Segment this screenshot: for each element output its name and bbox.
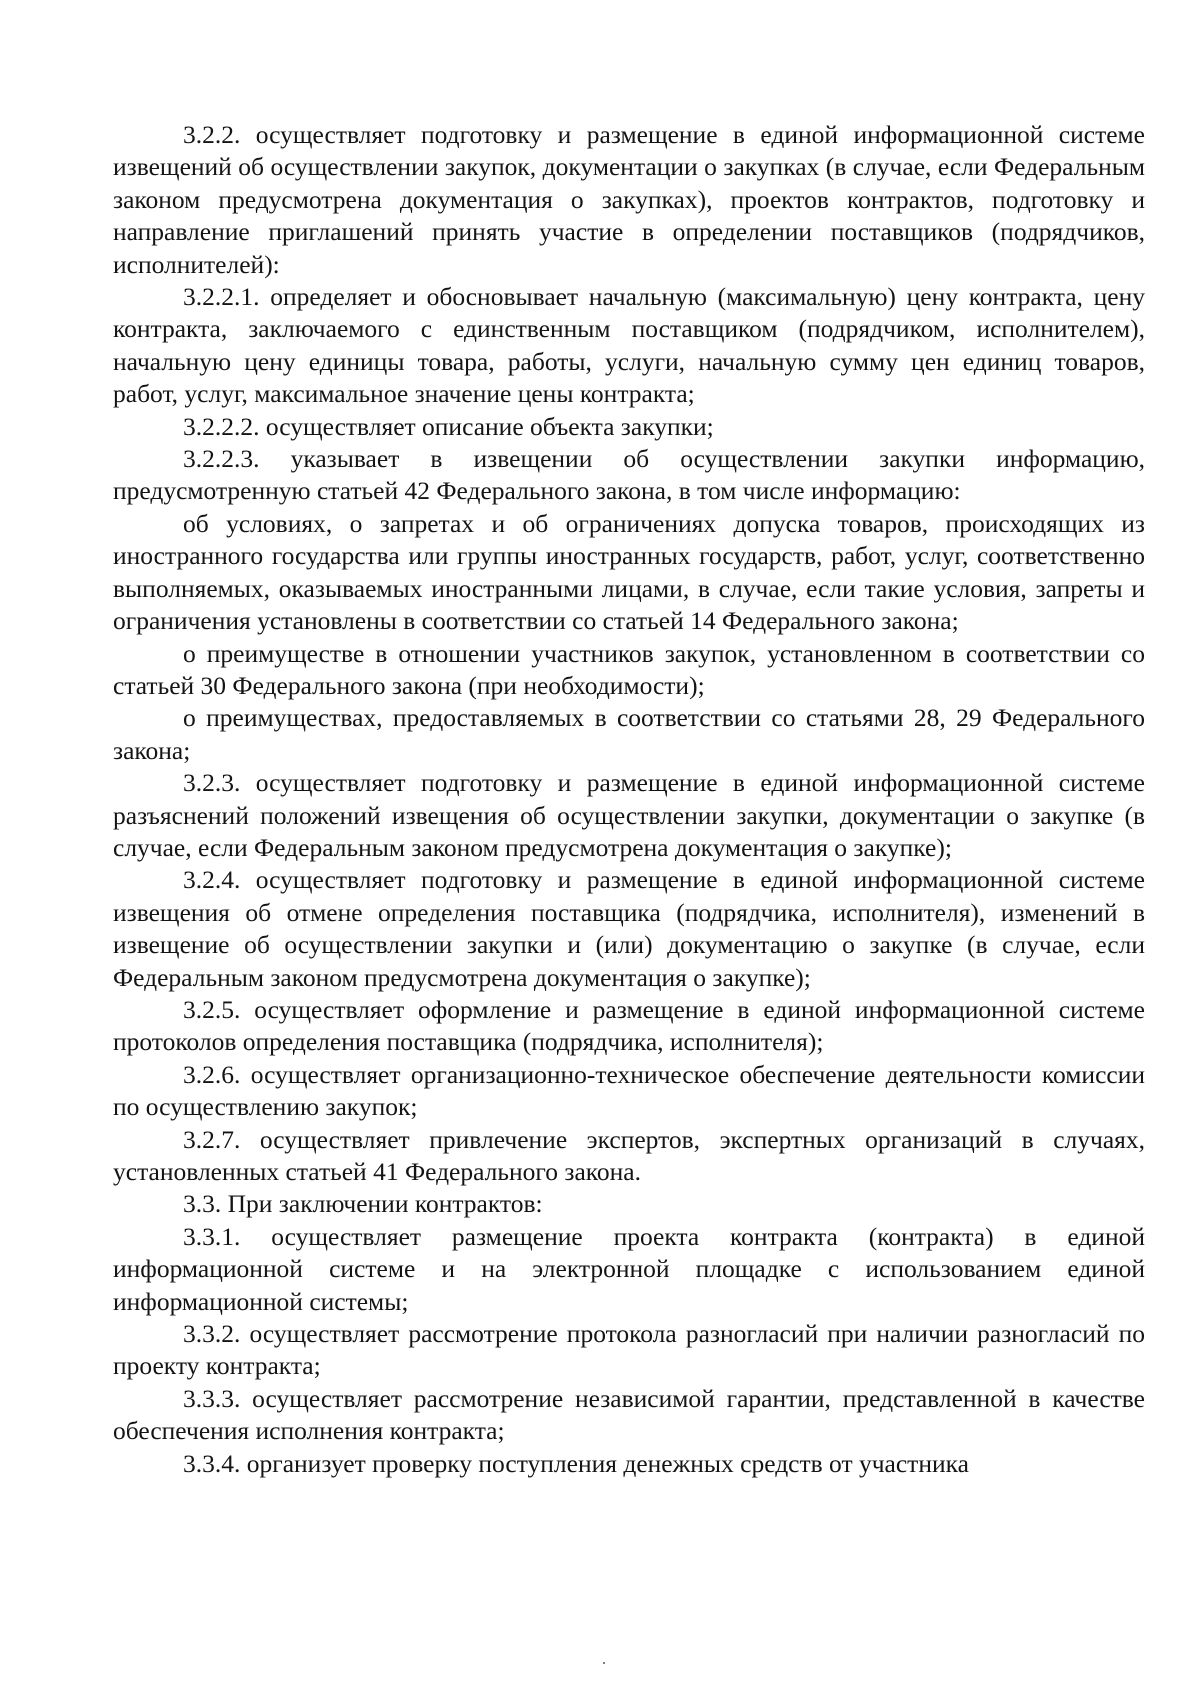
paragraph-3-2-6: 3.2.6. осуществляет организационно-техническое обеспечение деятельности комиссии по осуществлению закупок; <box>113 1059 1145 1122</box>
paragraph-3-3-2: 3.3.2. осуществляет рассмотрение протокола разногласий при наличии разногласий по проекту контракта; <box>113 1319 1145 1381</box>
paragraph-3-2-5: 3.2.5. осуществляет оформление и размещение в единой информационной системе протоколов определения поставщика (подрядчика, исполнителя); <box>113 994 1145 1057</box>
paragraph-3-2-2-1: 3.2.2.1. определяет и обосновывает начальную (максимальную) цену контракта, цену контракта, заключаемого с единственным поставщиком (подрядчиком, исполнителем), начальную цену единицы товара, работы, услуги, начальную сумму цен единиц товаров, работ, услуг, максимальное значение цены контракта; <box>113 282 1145 409</box>
paragraph-3-3: 3.3. При заключении контрактов: <box>183 1189 543 1219</box>
paragraph-3-2-2: 3.2.2. осуществляет подготовку и размещение в единой информационной системе извещений об осуществлении закупок, документации о закупках (в случае, если Федеральным законом предусмотрена документация о закупках), проектов контрактов, подготовку и направление приглашений принять участие в определении поставщиков (подрядчиков, исполнителей): <box>113 120 1145 279</box>
paragraph-3-2-2-2: 3.2.2.2. осуществляет описание объекта закупки; <box>183 411 714 441</box>
paragraph-3-2-4: 3.2.4. осуществляет подготовку и размещение в единой информационной системе извещения об отмене определения поставщика (подрядчика, исполнителя), изменений в извещение об осуществлении закупки и (или) документацию о закупке (в случае, если Федеральным законом предусмотрена документация о закупке); <box>113 865 1145 992</box>
document-body <box>113 119 1145 1480</box>
paragraph-advantage: о преимуществе в отношении участников закупок, установленном в соответствии со статьей 30 Федерального закона (при необходимости); <box>113 638 1145 700</box>
paragraph-3-2-2-3: 3.2.2.3. указывает в извещении об осуществлении закупки информацию, предусмотренную статьей 42 Федерального закона, в том числе информацию: <box>113 444 1145 506</box>
paragraph-3-3-3: 3.3.3. осуществляет рассмотрение независимой гарантии, представленной в качестве обеспечения исполнения контракта; <box>113 1383 1145 1446</box>
scan-speck <box>603 1662 605 1664</box>
paragraph-3-2-7: 3.2.7. осуществляет привлечение экспертов, экспертных организаций в случаях, установленных статьей 41 Федерального закона. <box>113 1124 1145 1186</box>
paragraph-conditions: об условиях, о запретах и об ограничениях допуска товаров, происходящих из иностранного государства или группы иностранных государств, работ, услуг, соответственно выполняемых, оказываемых иностранными лицами, в случае, если такие условия, запреты и ограничения установлены в соответствии со статьей 14 Федерального закона; <box>113 508 1145 636</box>
paragraph-advantages: о преимуществах, предоставляемых в соответствии со статьями 28, 29 Федерального закона; <box>113 703 1145 765</box>
paragraph-3-3-1: 3.3.1. осуществляет размещение проекта контракта (контракта) в единой информационной системе и на электронной площадке с использованием единой информационной системы; <box>113 1221 1145 1316</box>
paragraph-3-2-3: 3.2.3. осуществляет подготовку и размещение в единой информационной системе разъяснений положений извещения об осуществлении закупки, документации о закупке (в случае, если Федеральным законом предусмотрена документация о закупке); <box>113 768 1145 862</box>
paragraph-3-3-4: 3.3.4. организует проверку поступления денежных средств от участника <box>183 1448 969 1478</box>
